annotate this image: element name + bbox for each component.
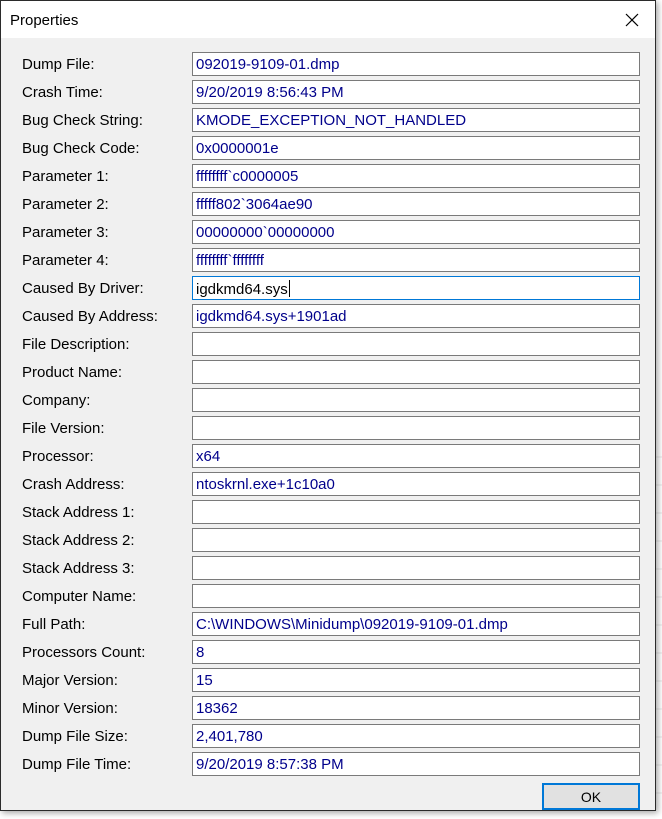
property-row xyxy=(6,164,650,188)
property-value-field[interactable] xyxy=(192,108,640,132)
title-bar[interactable] xyxy=(1,1,655,38)
property-value-text: 0x0000001e xyxy=(196,140,279,157)
property-value-field[interactable] xyxy=(192,248,640,272)
property-label: Crash Address: xyxy=(22,476,125,493)
property-label: Full Path: xyxy=(22,616,86,633)
property-row xyxy=(6,416,650,440)
property-row xyxy=(6,500,650,524)
property-row xyxy=(6,528,650,552)
property-label: Dump File Time: xyxy=(22,756,132,773)
property-value-text: ntoskrnl.exe+1c10a0 xyxy=(196,476,335,493)
property-row xyxy=(6,192,650,216)
property-value-field[interactable] xyxy=(192,360,640,384)
property-value-field[interactable] xyxy=(192,696,640,720)
property-value-field[interactable] xyxy=(192,52,640,76)
property-label: Dump File: xyxy=(22,56,95,73)
window-title: Properties xyxy=(10,12,79,29)
property-row xyxy=(6,388,650,412)
property-label: Bug Check String: xyxy=(22,112,143,129)
property-label: Dump File Size: xyxy=(22,728,128,745)
property-value-field[interactable] xyxy=(192,668,640,692)
property-value-field[interactable] xyxy=(192,500,640,524)
property-value-text: ffffffff`ffffffff xyxy=(196,252,264,269)
property-label: Parameter 1: xyxy=(22,168,109,185)
property-value-field[interactable] xyxy=(192,752,640,776)
property-value-text: C:\WINDOWS\Minidump\092019-9109-01.dmp xyxy=(196,616,508,633)
property-row xyxy=(6,136,650,160)
property-value-field[interactable] xyxy=(192,472,640,496)
property-value-text: x64 xyxy=(196,448,221,465)
ok-button[interactable]: OK xyxy=(542,783,640,810)
property-value-field[interactable] xyxy=(192,528,640,552)
property-value-text: 15 xyxy=(196,672,213,689)
property-label: Parameter 4: xyxy=(22,252,109,269)
property-row xyxy=(6,304,650,328)
property-row xyxy=(6,360,650,384)
close-button[interactable] xyxy=(609,1,655,38)
property-label: Computer Name: xyxy=(22,588,137,605)
property-label: Stack Address 3: xyxy=(22,560,135,577)
property-row xyxy=(6,668,650,692)
property-label: Crash Time: xyxy=(22,84,103,101)
property-value-text: 092019-9109-01.dmp xyxy=(196,56,340,73)
property-label: Caused By Driver: xyxy=(22,280,144,297)
property-label: Processors Count: xyxy=(22,644,146,661)
property-row xyxy=(6,556,650,580)
property-label: Product Name: xyxy=(22,364,123,381)
property-row xyxy=(6,108,650,132)
property-row xyxy=(6,724,650,748)
property-value-field[interactable] xyxy=(192,192,640,216)
property-label: Minor Version: xyxy=(22,700,118,717)
property-label: Parameter 3: xyxy=(22,224,109,241)
property-value-text: 9/20/2019 8:57:38 PM xyxy=(196,756,344,773)
property-row xyxy=(6,612,650,636)
property-label: Processor: xyxy=(22,448,94,465)
property-row xyxy=(6,472,650,496)
property-value-text: 8 xyxy=(196,644,205,661)
property-row xyxy=(6,332,650,356)
property-row xyxy=(6,248,650,272)
property-row xyxy=(6,640,650,664)
property-row xyxy=(6,584,650,608)
property-value-field[interactable] xyxy=(192,584,640,608)
property-value-text: 9/20/2019 8:56:43 PM xyxy=(196,84,344,101)
text-caret xyxy=(289,280,290,297)
property-row xyxy=(6,80,650,104)
property-label: Stack Address 2: xyxy=(22,532,135,549)
property-value-field[interactable] xyxy=(192,220,640,244)
property-label: Stack Address 1: xyxy=(22,504,135,521)
property-value-field[interactable] xyxy=(192,80,640,104)
property-value-field[interactable] xyxy=(192,332,640,356)
property-value-text: KMODE_EXCEPTION_NOT_HANDLED xyxy=(196,112,467,129)
property-label: Major Version: xyxy=(22,672,118,689)
property-label: Parameter 2: xyxy=(22,196,109,213)
property-row xyxy=(6,444,650,468)
property-value-field[interactable] xyxy=(192,556,640,580)
property-value-text: igdkmd64.sys xyxy=(196,281,288,298)
property-label: Company: xyxy=(22,392,91,409)
property-row xyxy=(6,752,650,776)
property-row xyxy=(6,276,650,300)
property-value-field[interactable] xyxy=(192,276,640,300)
property-value-text: ffffffff`c0000005 xyxy=(196,168,299,185)
background-list-bottom xyxy=(0,810,662,819)
property-value-field[interactable] xyxy=(192,444,640,468)
property-label: File Version: xyxy=(22,420,105,437)
property-row xyxy=(6,52,650,76)
property-value-field[interactable] xyxy=(192,612,640,636)
property-value-field[interactable] xyxy=(192,388,640,412)
properties-content xyxy=(6,38,650,806)
property-value-text: fffff802`3064ae90 xyxy=(196,196,313,213)
property-value-text: igdkmd64.sys+1901ad xyxy=(196,308,347,325)
property-value-field[interactable] xyxy=(192,304,640,328)
property-row xyxy=(6,220,650,244)
property-label: File Description: xyxy=(22,336,130,353)
property-value-field[interactable] xyxy=(192,640,640,664)
property-value-field[interactable] xyxy=(192,136,640,160)
property-label: Caused By Address: xyxy=(22,308,158,325)
property-value-field[interactable] xyxy=(192,416,640,440)
property-value-field[interactable] xyxy=(192,164,640,188)
property-value-text: 00000000`00000000 xyxy=(196,224,335,241)
property-value-text: 2,401,780 xyxy=(196,728,263,745)
property-row xyxy=(6,696,650,720)
close-icon xyxy=(625,13,639,27)
property-label: Bug Check Code: xyxy=(22,140,140,157)
property-value-field[interactable] xyxy=(192,724,640,748)
property-value-text: 18362 xyxy=(196,700,238,717)
